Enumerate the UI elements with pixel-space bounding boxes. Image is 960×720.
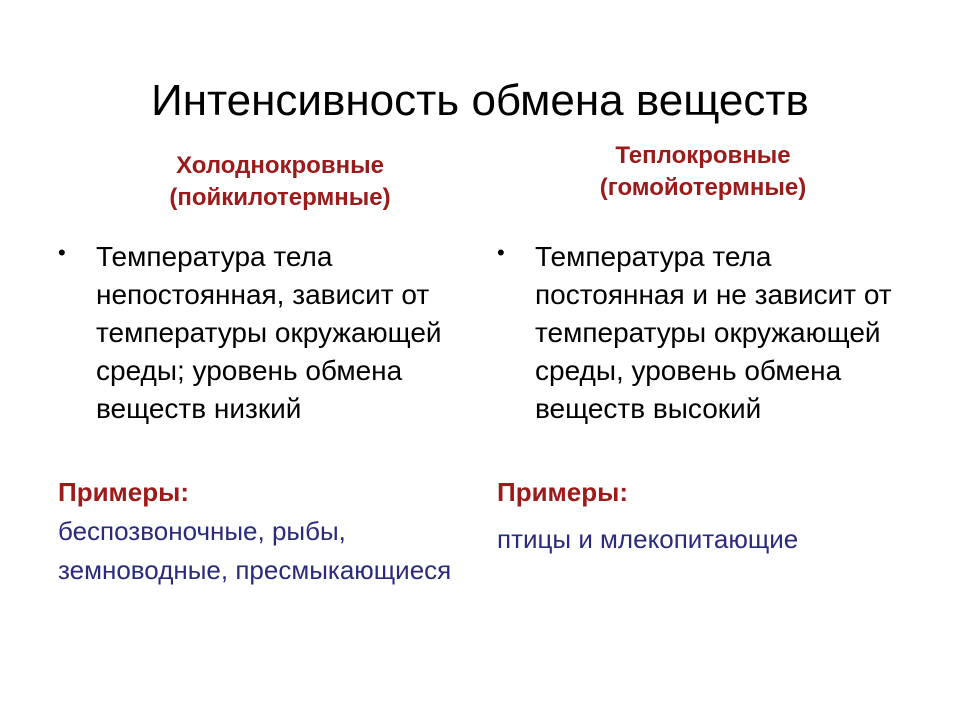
heading-line-1: Теплокровные [615,142,791,169]
heading-line-1: Холоднокровные [176,152,384,179]
examples-text: птицы и млекопитающие [497,524,799,554]
bullet-dot-icon: • [58,240,66,265]
column-heading-cold-blooded [110,150,450,214]
bullet-dot-icon: • [497,240,505,265]
column-heading-warm-blooded [533,140,873,204]
heading-line-2: (пойкилотермные) [169,184,391,211]
bullet-text: Температура тела постоянная и не зависит от температуры окружающей среды, уровень обмена веществ высокий [535,241,892,424]
examples-text: беспозвоночные, рыбы, земноводные, пресмыкающиеся [58,516,452,585]
examples-label: Примеры: [58,477,189,507]
examples-block [497,474,897,559]
slide-title: Интенсивность обмена веществ [151,76,809,126]
examples-block [58,474,458,590]
examples-label: Примеры: [497,477,628,507]
bullet-text: Температура тела непостоянная, зависит от температуры окружающей среды; уровень обмена веществ низкий [96,241,442,424]
heading-line-2: (гомойотермные) [599,174,807,201]
